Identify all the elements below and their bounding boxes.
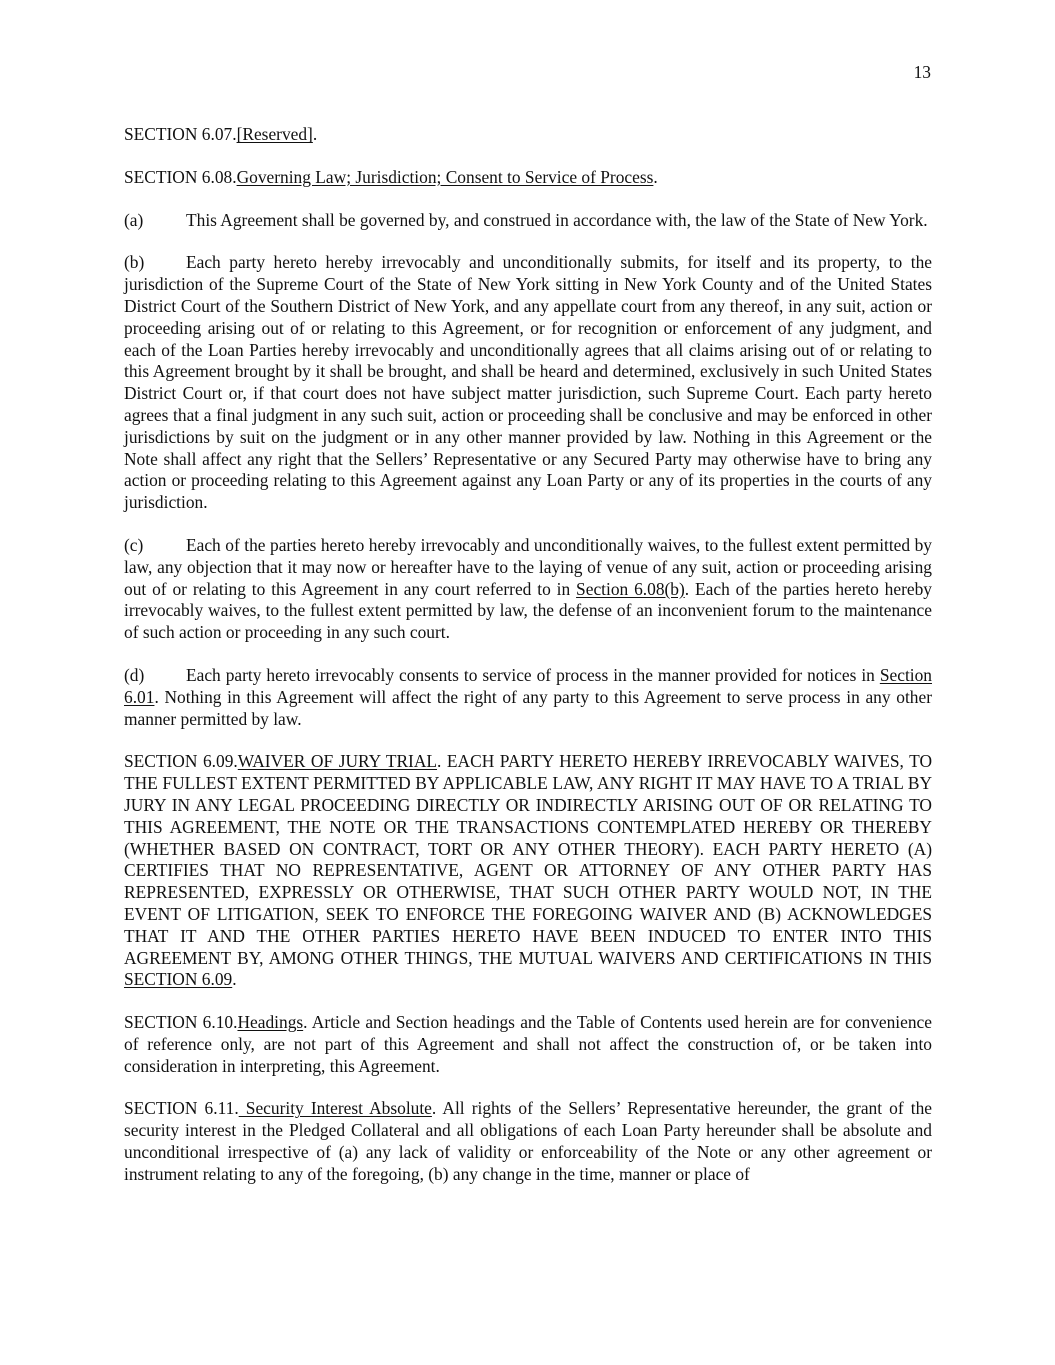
- paragraph-6-08-a: [124, 210, 932, 232]
- section-title: Governing Law; Jurisdiction; Consent to Service of Process: [236, 166, 654, 187]
- section-6-08: SECTION 6.08.Governing Law; Jurisdiction; Consent to Service of Process.: [124, 166, 658, 187]
- clause-label: (d): [124, 664, 145, 685]
- paragraph-6-08-c: [124, 535, 932, 644]
- section-number: SECTION 6.11.: [124, 1098, 239, 1119]
- section-number: SECTION 6.09.: [124, 751, 238, 772]
- section-6-10: [124, 1012, 932, 1077]
- clause-label: (a): [124, 209, 144, 230]
- clause-label: (b): [124, 252, 145, 273]
- section-title: Headings: [237, 1012, 304, 1033]
- section-title: WAIVER OF JURY TRIAL: [237, 751, 438, 772]
- document-body: [124, 124, 932, 1207]
- section-text: . All rights of the Sellers’ Representative hereunder, the grant of the security interest in the Pledged Collateral and all obligations of each Loan Party hereunder shall be absolute and unconditional irrespective of (a) any lack of validity or enforceability of the Note or any other agreement or instrument relating to any of the foregoing, (b) any change in the time, manner or place of: [124, 1098, 932, 1184]
- section-6-09: SECTION 6.09.WAIVER OF JURY TRIAL. EACH PARTY HERETO HEREBY IRREVOCABLY WAIVES, TO THE FULLEST EXTENT PERMITTED BY APPLICABLE LAW, ANY RIGHT IT MAY HAVE TO A TRIAL BY JURY IN ANY LEGAL PROCEEDING DIRECTLY OR INDIRECTLY ARISING OUT OF OR RELATING TO THIS AGREEMENT, THE NOTE OR THE TRANSACTIONS CONTEMPLATED HEREBY OR THEREBY (WHETHER BASED ON CONTRACT, TORT OR ANY OTHER THEORY). EACH PARTY HERETO (A) CERTIFIES THAT NO REPRESENTATIVE, AGENT OR ATTORNEY OF ANY OTHER PARTY HAS REPRESENTED, EXPRESSLY OR OTHERWISE, THAT SUCH OTHER PARTY WOULD NOT, IN THE EVENT OF LITIGATION, SEEK TO ENFORCE THE FOREGOING WAIVER AND (B) ACKNOWLEDGES THAT IT AND THE OTHER PARTIES HERETO HAVE BEEN INDUCED TO ENTER INTO THIS AGREEMENT BY, AMONG OTHER THINGS, THE MUTUAL WAIVERS AND CERTIFICATIONS IN THIS SECTION 6.09.: [124, 751, 933, 990]
- clause-text: . Each of the parties hereto hereby irrevocably waives, to the fullest extent permitted by law, the defense of an inconvenient forum to the maintenance of such action or proceeding in any such court.: [124, 578, 932, 643]
- section-number: SECTION 6.07.: [124, 124, 237, 144]
- section-6-07: SECTION 6.07.[Reserved].: [124, 124, 318, 144]
- paragraph-6-08-b: [124, 252, 932, 514]
- clause-text: . Nothing in this Agreement will affect the right of any party to this Agreement to serve process in any other manner permitted by law.: [124, 686, 932, 729]
- section-number: SECTION 6.08.: [124, 166, 237, 187]
- cross-reference: SECTION 6.09: [124, 969, 233, 990]
- page-number: 13: [913, 62, 931, 82]
- section-title: [Reserved]: [236, 124, 313, 144]
- cross-reference: Section 6.01: [124, 664, 932, 707]
- section-title: Security Interest Absolute: [238, 1098, 432, 1119]
- section-text: . EACH PARTY HERETO HEREBY IRREVOCABLY WAIVES, TO THE FULLEST EXTENT PERMITTED BY APPLICABLE LAW, ANY RIGHT IT MAY HAVE TO A TRIAL BY JURY IN ANY LEGAL PROCEEDING DIRECTLY OR INDIRECTLY ARISING OUT OF OR RELATING TO THIS AGREEMENT, THE NOTE OR THE TRANSACTIONS CONTEMPLATED HEREBY OR THEREBY (WHETHER BASED ON CONTRACT, TORT OR ANY OTHER THEORY). EACH PARTY HERETO (A) CERTIFIES THAT NO REPRESENTATIVE, AGENT OR ATTORNEY OF ANY OTHER PARTY HAS REPRESENTED, EXPRESSLY OR OTHERWISE, THAT SUCH OTHER PARTY WOULD NOT, IN THE EVENT OF LITIGATION, SEEK TO ENFORCE THE FOREGOING WAIVER AND (B) ACKNOWLEDGES THAT IT AND THE OTHER PARTIES HERETO HAVE BEEN INDUCED TO ENTER INTO THIS AGREEMENT BY, AMONG OTHER THINGS, THE MUTUAL WAIVERS AND CERTIFICATIONS IN THIS: [124, 751, 933, 968]
- clause-text: Each party hereto irrevocably consents to service of process in the manner provided for notices in: [186, 664, 880, 685]
- clause-label: (c): [124, 534, 144, 555]
- section-text: . Article and Section headings and the Table of Contents used herein are for convenience of reference only, are not part of this Agreement and shall not affect the construction of, or be taken into consideration in interpreting, this Agreement.: [124, 1012, 932, 1076]
- section-6-11: [124, 1098, 932, 1185]
- clause-text: Each of the parties hereto hereby irrevocably and unconditionally waives, to the fullest extent permitted by law, any objection that it may now or hereafter have to the laying of venue of any suit, action or proceeding arising out of or relating to this Agreement in any court referred to in: [124, 534, 932, 599]
- section-number: SECTION 6.10.: [124, 1012, 238, 1033]
- clause-text: This Agreement shall be governed by, and construed in accordance with, the law of the State of New York.: [186, 209, 928, 230]
- paragraph-6-08-d: [124, 665, 932, 730]
- cross-reference: Section 6.08(b): [576, 578, 685, 599]
- clause-text: Each party hereto hereby irrevocably and unconditionally submits, for itself and its property, to the jurisdiction of the Supreme Court of the State of New York sitting in New York County and of the United States District Court of the Southern District of New York, and any appellate court from any thereof, in any suit, action or proceeding arising out of or relating to this Agreement, or for recognition or enforcement of any judgment, and each of the Loan Parties hereby irrevocably and unconditionally agrees that all claims arising out of or relating to this Agreement brought by it shall be brought, and shall be heard and determined, exclusively in such United States District Court or, if that court does not have subject matter jurisdiction, such Supreme Court. Each party hereto agrees that a final judgment in any such suit, action or proceeding shall be conclusive and may be enforced in other jurisdictions by suit on the judgment or in any other manner provided by law. Nothing in this Agreement or the Note shall affect any right that the Sellers’ Representative or any Secured Party may otherwise have to bring any action or proceeding relating to this Agreement against any Loan Party or any of its properties in the courts of any jurisdiction.: [124, 252, 932, 513]
